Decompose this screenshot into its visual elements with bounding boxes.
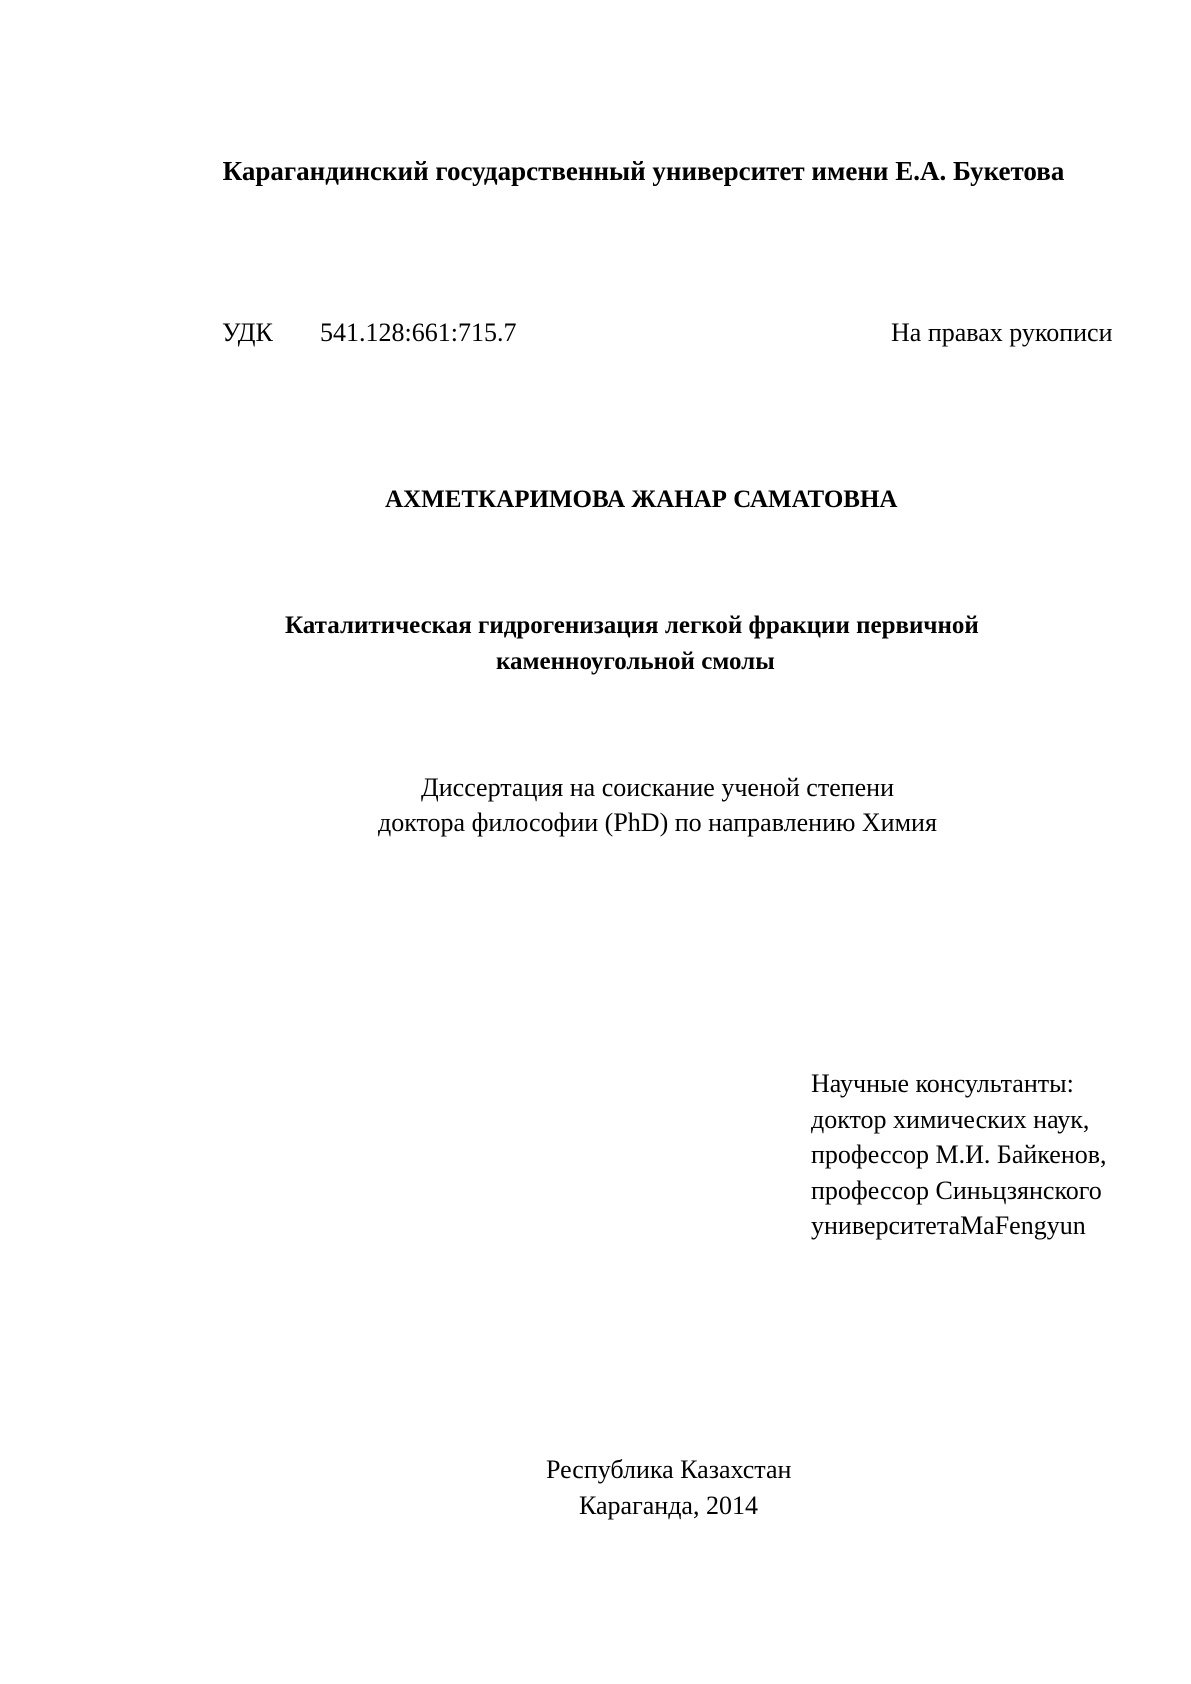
degree-line-2: доктора философии (PhD) по направлению Химия (378, 808, 937, 837)
country: Республика Казахстан (546, 1455, 792, 1484)
consultant-line-2: профессор М.И. Байкенов, (811, 1140, 1107, 1169)
dissertation-title-line-2: каменноугольной смолы (496, 648, 775, 675)
city-year: Караганда, 2014 (579, 1491, 758, 1520)
consultant-line-3: профессор Синьцзянского (811, 1175, 1102, 1205)
consultants-block (811, 1066, 1107, 1244)
dissertation-title-line-1: Каталитическая гидрогенизация легкой фракции первичной (285, 612, 979, 639)
consultant-line-4: университетаMaFengyun (811, 1211, 1086, 1240)
manuscript-rights-note: На правах рукописи (891, 318, 1113, 347)
author-name: АХМЕТКАРИМОВА ЖАНАР САМАТОВНА (385, 486, 898, 513)
university-name: Карагандинский государственный университет имени Е.А. Букетова (222, 156, 1065, 186)
consultants-heading: Научные консультанты: (811, 1069, 1074, 1098)
degree-line-1: Диссертация на соискание ученой степени (421, 773, 895, 802)
udk-label: УДК (222, 318, 273, 347)
udk-code: 541.128:661:715.7 (320, 318, 517, 347)
consultant-line-1: доктор химических наук, (811, 1104, 1090, 1134)
